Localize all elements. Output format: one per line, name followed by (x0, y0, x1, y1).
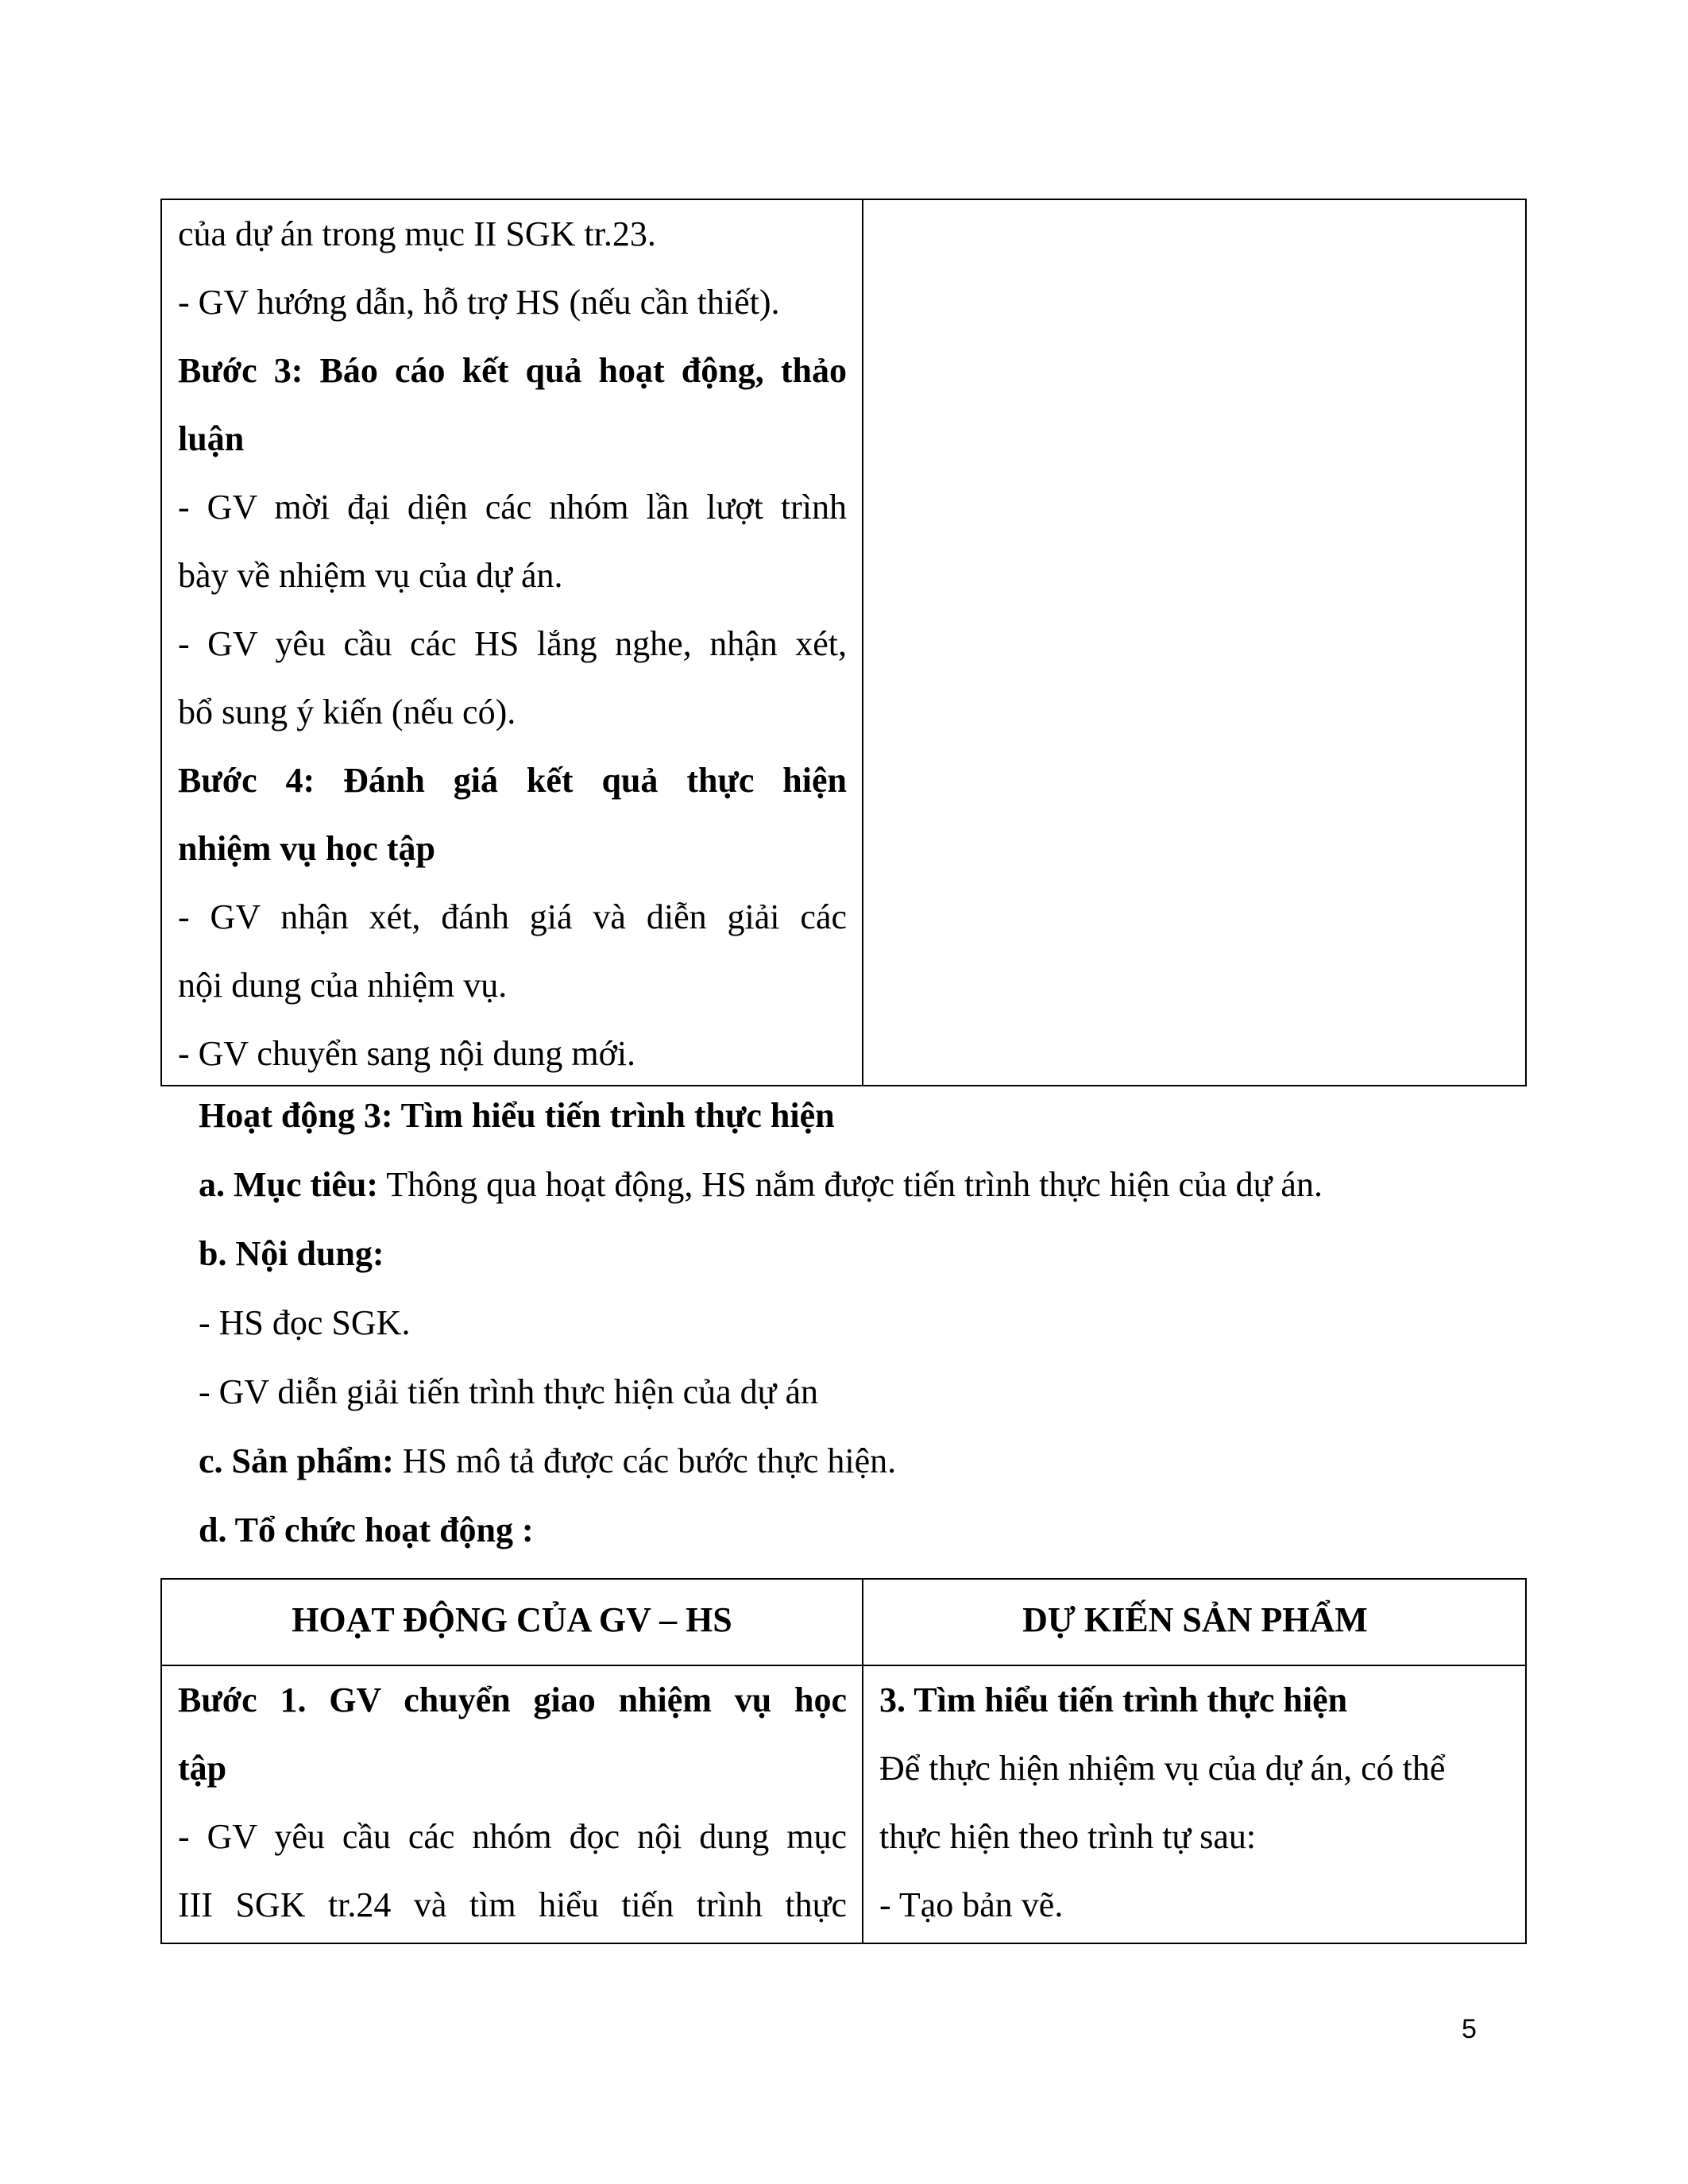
teacher-student-column (178, 200, 847, 1085)
content-label: b. Nội dung: (199, 1234, 384, 1273)
step-heading: Bước 1. GV chuyển giao nhiệm vụ học (178, 1680, 847, 1719)
column-divider (862, 200, 863, 1085)
activity-heading: Hoạt động 3: Tìm hiểu tiến trình thực hiện (199, 1096, 835, 1135)
page-number: 5 (1462, 2014, 1477, 2044)
table-line: - GV yêu cầu các nhóm đọc nội dung mục (178, 1817, 847, 1856)
header-expected-product: DỰ KIẾN SẢN PHẨM (1022, 1600, 1368, 1639)
table-line: - GV mời đại diện các nhóm lần lượt trình (178, 488, 847, 527)
expected-product-column (878, 200, 1513, 1085)
table-line: III SGK tr.24 và tìm hiểu tiến trình thực (178, 1885, 847, 1924)
step-heading: nhiệm vụ học tập (178, 829, 435, 868)
table-line: nội dung của nhiệm vụ. (178, 966, 508, 1005)
product-text: HS mô tả được các bước thực hiện. (393, 1441, 897, 1480)
table-line: - GV yêu cầu các HS lắng nghe, nhận xét, (178, 624, 847, 663)
table-line: của dự án trong mục II SGK tr.23. (178, 214, 656, 253)
activity-table-1 (160, 199, 1527, 1086)
table-line: bổ sung ý kiến (nếu có). (178, 693, 516, 731)
header-activity: HOẠT ĐỘNG CỦA GV – HS (292, 1600, 732, 1639)
content-item: - HS đọc SGK. (199, 1303, 411, 1342)
table-line: - GV chuyển sang nội dung mới. (178, 1034, 636, 1073)
teacher-student-column (178, 1666, 847, 1943)
step-heading: tập (178, 1749, 227, 1788)
table-line: Để thực hiện nhiệm vụ của dự án, có thể (879, 1749, 1446, 1788)
product-heading: 3. Tìm hiểu tiến trình thực hiện (879, 1680, 1348, 1719)
objective-line (199, 1151, 1323, 1219)
table-line: - Tạo bản vẽ. (879, 1885, 1064, 1924)
table-line: thực hiện theo trình tự sau: (879, 1817, 1257, 1856)
product-line (199, 1427, 896, 1495)
step-heading: Bước 4: Đánh giá kết quả thực hiện (178, 761, 847, 800)
organize-label: d. Tổ chức hoạt động : (199, 1511, 534, 1549)
table-line: bày về nhiệm vụ của dự án. (178, 556, 563, 595)
product-label: c. Sản phẩm: (199, 1441, 394, 1480)
table-line: - GV nhận xét, đánh giá và diễn giải các (178, 897, 847, 936)
content-item: - GV diễn giải tiến trình thực hiện của dự án (199, 1372, 819, 1411)
objective-text: Thông qua hoạt động, HS nắm được tiến trình thực hiện của dự án. (378, 1165, 1323, 1204)
table-line: - GV hướng dẫn, hỗ trợ HS (nếu cần thiết). (178, 283, 780, 322)
step-heading: luận (178, 419, 245, 458)
expected-product-column (879, 1666, 1515, 1943)
objective-label: a. Mục tiêu: (199, 1165, 379, 1204)
activity-table-2 (160, 1578, 1527, 1944)
step-heading: Bước 3: Báo cáo kết quả hoạt động, thảo (178, 351, 847, 390)
